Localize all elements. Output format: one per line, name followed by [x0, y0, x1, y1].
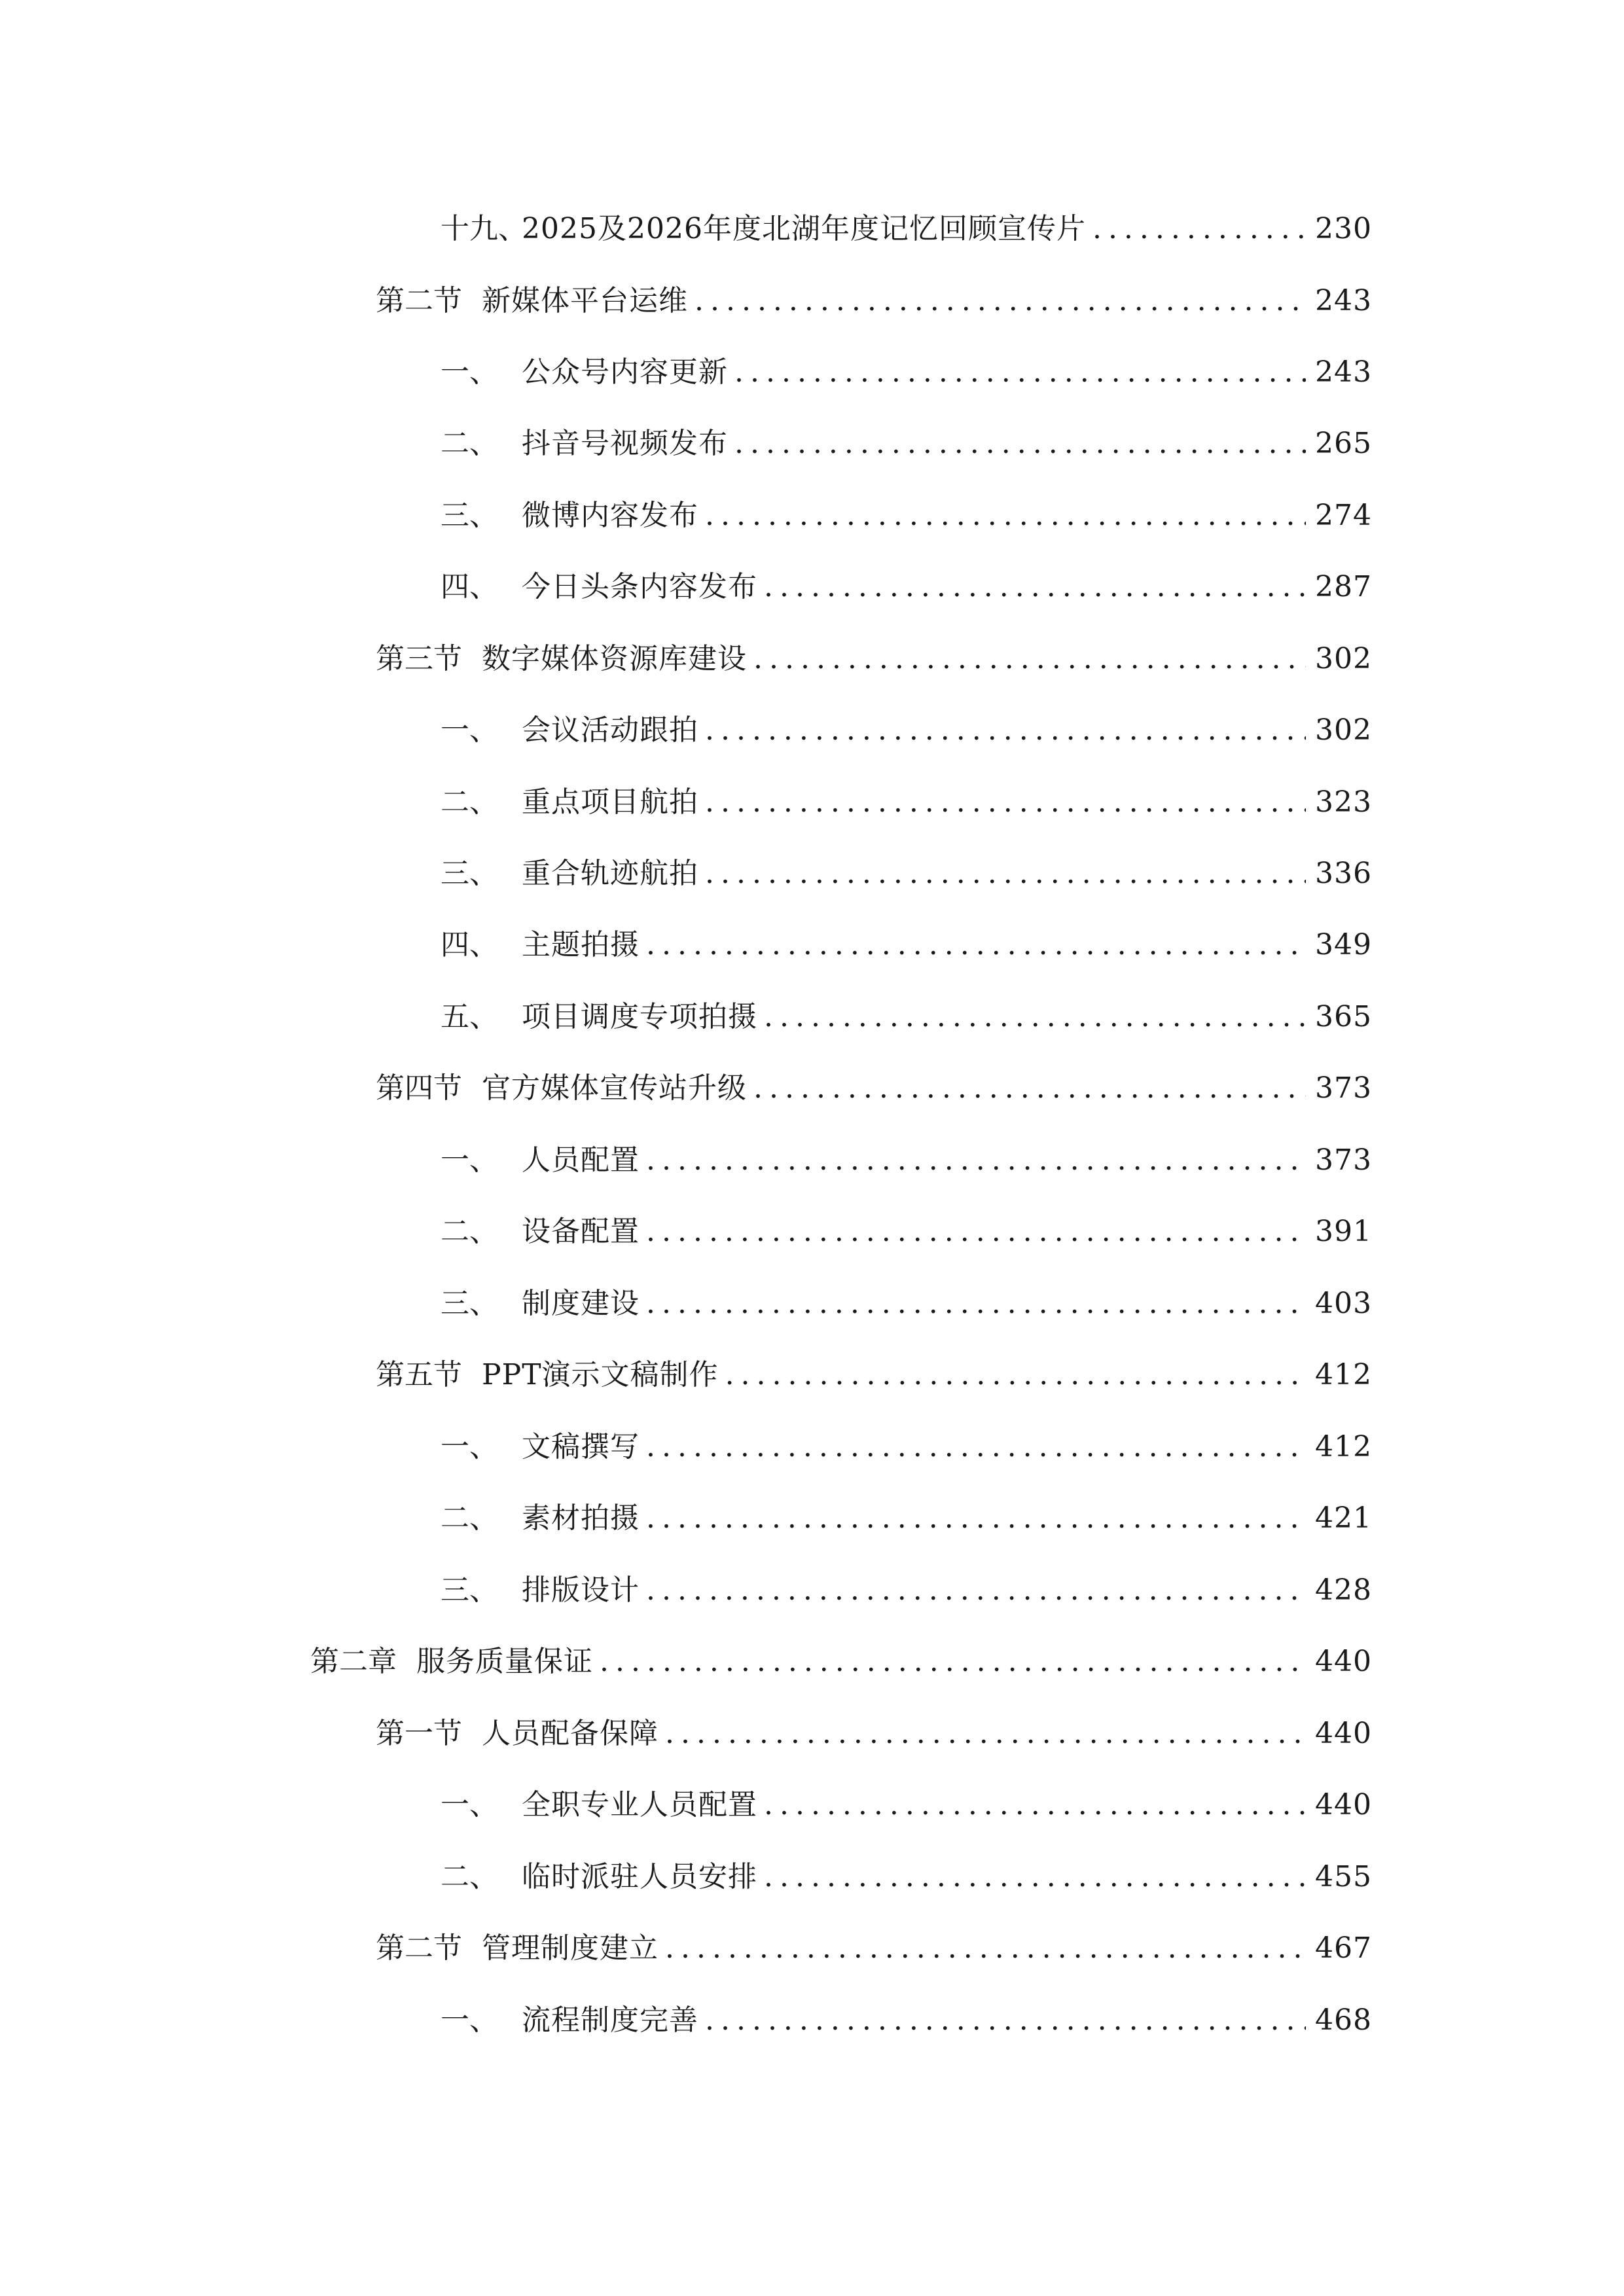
toc-entry-subsection[interactable]: [441, 1564, 1372, 1617]
toc-entry-number: 一、: [441, 1430, 498, 1463]
toc-entry-number: 二、: [441, 427, 498, 460]
toc-dot-leader: [646, 1134, 1306, 1187]
toc-entry-title: 人员配备保障: [482, 1717, 659, 1750]
toc-entry-title: 设备配置: [522, 1215, 640, 1248]
toc-entry-page: 440: [1315, 1645, 1372, 1678]
toc-entry-number: 四、: [441, 928, 498, 961]
toc-entry-page: 391: [1315, 1215, 1372, 1248]
toc-entry-number: 二、: [441, 1215, 498, 1248]
toc-entry-title: 新媒体平台运维: [482, 284, 688, 317]
toc-entry-page: 336: [1315, 857, 1372, 890]
toc-entry-subsection[interactable]: [441, 1134, 1372, 1187]
toc-entry-section[interactable]: [376, 1062, 1372, 1115]
toc-entry-number: 第一节: [376, 1717, 462, 1750]
toc-dot-leader: [646, 1206, 1306, 1258]
toc-entry-number: 第五节: [376, 1358, 462, 1391]
toc-dot-leader: [705, 1994, 1306, 2047]
toc-entry-title: 服务质量保证: [416, 1645, 593, 1678]
toc-entry-title: 排版设计: [522, 1573, 640, 1607]
toc-entry-page: 440: [1315, 1788, 1372, 1821]
toc-entry-title: 公众号内容更新: [522, 355, 728, 389]
toc-entry-page: 265: [1315, 427, 1372, 460]
toc-entry-number: 四、: [441, 570, 498, 603]
toc-dot-leader: [665, 1708, 1306, 1760]
toc-entry-number: 一、: [441, 713, 498, 747]
toc-dot-leader: [665, 1922, 1306, 1975]
toc-dot-leader: [646, 1492, 1306, 1545]
toc-entry-subsection[interactable]: [441, 704, 1372, 757]
toc-entry-page: 421: [1315, 1501, 1372, 1535]
toc-entry-title: 今日头条内容发布: [522, 570, 757, 603]
toc-entry-title: PPT演示文稿制作: [482, 1358, 719, 1391]
toc-entry-number: 三、: [441, 1573, 498, 1607]
toc-entry-chapter[interactable]: [310, 1636, 1372, 1688]
toc-entry-title: 全职专业人员配置: [522, 1788, 757, 1821]
toc-entry-page: 468: [1315, 2003, 1372, 2037]
toc-entry-subsection[interactable]: [441, 490, 1372, 542]
toc-entry-page: 230: [1315, 212, 1372, 245]
toc-entry-page: 302: [1315, 713, 1372, 747]
toc-entry-section[interactable]: [376, 1922, 1372, 1975]
toc-entry-subsection[interactable]: [441, 919, 1372, 971]
toc-entry-page: 373: [1315, 1143, 1372, 1177]
toc-entry-title: 重点项目航拍: [522, 785, 698, 819]
toc-entry-subsection[interactable]: [441, 561, 1372, 613]
toc-entry-subsection[interactable]: [441, 1206, 1372, 1258]
toc-dot-leader: [764, 1779, 1306, 1831]
toc-entry-title: 微博内容发布: [522, 499, 698, 532]
toc-entry-number: 三、: [441, 857, 498, 890]
toc-entry-number: 第二节: [376, 284, 462, 317]
toc-entry-title: 项目调度专项拍摄: [522, 1000, 757, 1033]
toc-entry-page: 412: [1315, 1430, 1372, 1463]
toc-entry-page: 243: [1315, 284, 1372, 317]
toc-dot-leader: [753, 1062, 1306, 1115]
toc-entry-subsection[interactable]: [441, 776, 1372, 829]
toc-dot-leader: [646, 919, 1306, 971]
toc-entry-page: 349: [1315, 928, 1372, 961]
toc-dot-leader: [705, 490, 1306, 542]
toc-entry-page: 428: [1315, 1573, 1372, 1607]
toc-entry-title: 制度建设: [522, 1287, 640, 1320]
toc-entry-number: 一、: [441, 355, 498, 389]
toc-entry-page: 302: [1315, 642, 1372, 675]
toc-entry-subsection[interactable]: [441, 1994, 1372, 2047]
toc-entry-number: 二、: [441, 785, 498, 819]
toc-dot-leader: [725, 1349, 1306, 1401]
toc-entry-title: 文稿撰写: [522, 1430, 640, 1463]
toc-entry-subsection[interactable]: [441, 1278, 1372, 1330]
toc-dot-leader: [705, 704, 1306, 757]
toc-entry-page: 243: [1315, 355, 1372, 389]
toc-dot-leader: [646, 1278, 1306, 1330]
toc-dot-leader: [1092, 203, 1306, 255]
toc-entry-number: 第二章: [310, 1645, 397, 1678]
toc-entry-subsection[interactable]: [441, 848, 1372, 900]
toc-entry-number: 五、: [441, 1000, 498, 1033]
toc-entry-number: 二、: [441, 1501, 498, 1535]
toc-entry-page: 365: [1315, 1000, 1372, 1033]
toc-dot-leader: [646, 1421, 1306, 1473]
toc-entry-page: 373: [1315, 1071, 1372, 1105]
toc-entry-number: 三、: [441, 1287, 498, 1320]
toc-entry-number: 第三节: [376, 642, 462, 675]
toc-entry-subsection[interactable]: [441, 346, 1372, 399]
toc-entry-title: 临时派驻人员安排: [522, 1860, 757, 1893]
toc-entry-subsection[interactable]: [441, 1851, 1372, 1903]
toc-entry-number: 三、: [441, 499, 498, 532]
toc-entry-title: 数字媒体资源库建设: [482, 642, 747, 675]
toc-dot-leader: [646, 1564, 1306, 1617]
toc-entry-subsection[interactable]: [441, 1421, 1372, 1473]
toc-entry-section[interactable]: [376, 1708, 1372, 1760]
toc-entry-page: 455: [1315, 1860, 1372, 1893]
toc-entry-title: 会议活动跟拍: [522, 713, 698, 747]
toc-entry-number: 第四节: [376, 1071, 462, 1105]
toc-entry-section[interactable]: [376, 1349, 1372, 1401]
toc-entry-subsection[interactable]: [441, 1779, 1372, 1831]
toc-entry-number: 第二节: [376, 1931, 462, 1965]
toc-entry-section[interactable]: [376, 275, 1372, 327]
toc-dot-leader: [753, 633, 1306, 685]
toc-entry-title: 素材拍摄: [522, 1501, 640, 1535]
toc-entry-number: 一、: [441, 1143, 498, 1177]
toc-dot-leader: [600, 1636, 1306, 1688]
toc-entry-page: 467: [1315, 1931, 1372, 1965]
toc-entry-title: 主题拍摄: [522, 928, 640, 961]
toc-entry-number: 一、: [441, 2003, 498, 2037]
toc-entry-subsection[interactable]: [441, 418, 1372, 470]
toc-entry-page: 323: [1315, 785, 1372, 819]
toc-entry-page: 412: [1315, 1358, 1372, 1391]
toc-entry-title: 官方媒体宣传站升级: [482, 1071, 747, 1105]
toc-entry-title: 2025及2026年度北湖年度记忆回顾宣传片: [522, 212, 1086, 245]
toc-dot-leader: [764, 991, 1306, 1043]
toc-entry-title: 人员配置: [522, 1143, 640, 1177]
toc-entry-title: 重合轨迹航拍: [522, 857, 698, 890]
toc-entry-page: 440: [1315, 1717, 1372, 1750]
toc-entry-number: 一、: [441, 1788, 498, 1821]
toc-dot-leader: [734, 346, 1306, 399]
toc-dot-leader: [705, 776, 1306, 829]
toc-dot-leader: [764, 1851, 1306, 1903]
toc-entry-page: 274: [1315, 499, 1372, 532]
toc-entry-page: 403: [1315, 1287, 1372, 1320]
toc-entry-section[interactable]: [376, 633, 1372, 685]
toc-dot-leader: [695, 275, 1306, 327]
toc-entry-title: 管理制度建立: [482, 1931, 659, 1965]
toc-entry-title: 流程制度完善: [522, 2003, 698, 2037]
toc-dot-leader: [705, 848, 1306, 900]
toc-entry-subsection[interactable]: [441, 1492, 1372, 1545]
toc-entry-number: 二、: [441, 1860, 498, 1893]
toc-dot-leader: [734, 418, 1306, 470]
toc-dot-leader: [764, 561, 1306, 613]
toc-entry-subsection[interactable]: [441, 991, 1372, 1043]
toc-entry-title: 抖音号视频发布: [522, 427, 728, 460]
toc-entry-page: 287: [1315, 570, 1372, 603]
toc-entry-number: 十九、: [441, 212, 527, 245]
toc-entry-subsection[interactable]: [441, 203, 1372, 255]
